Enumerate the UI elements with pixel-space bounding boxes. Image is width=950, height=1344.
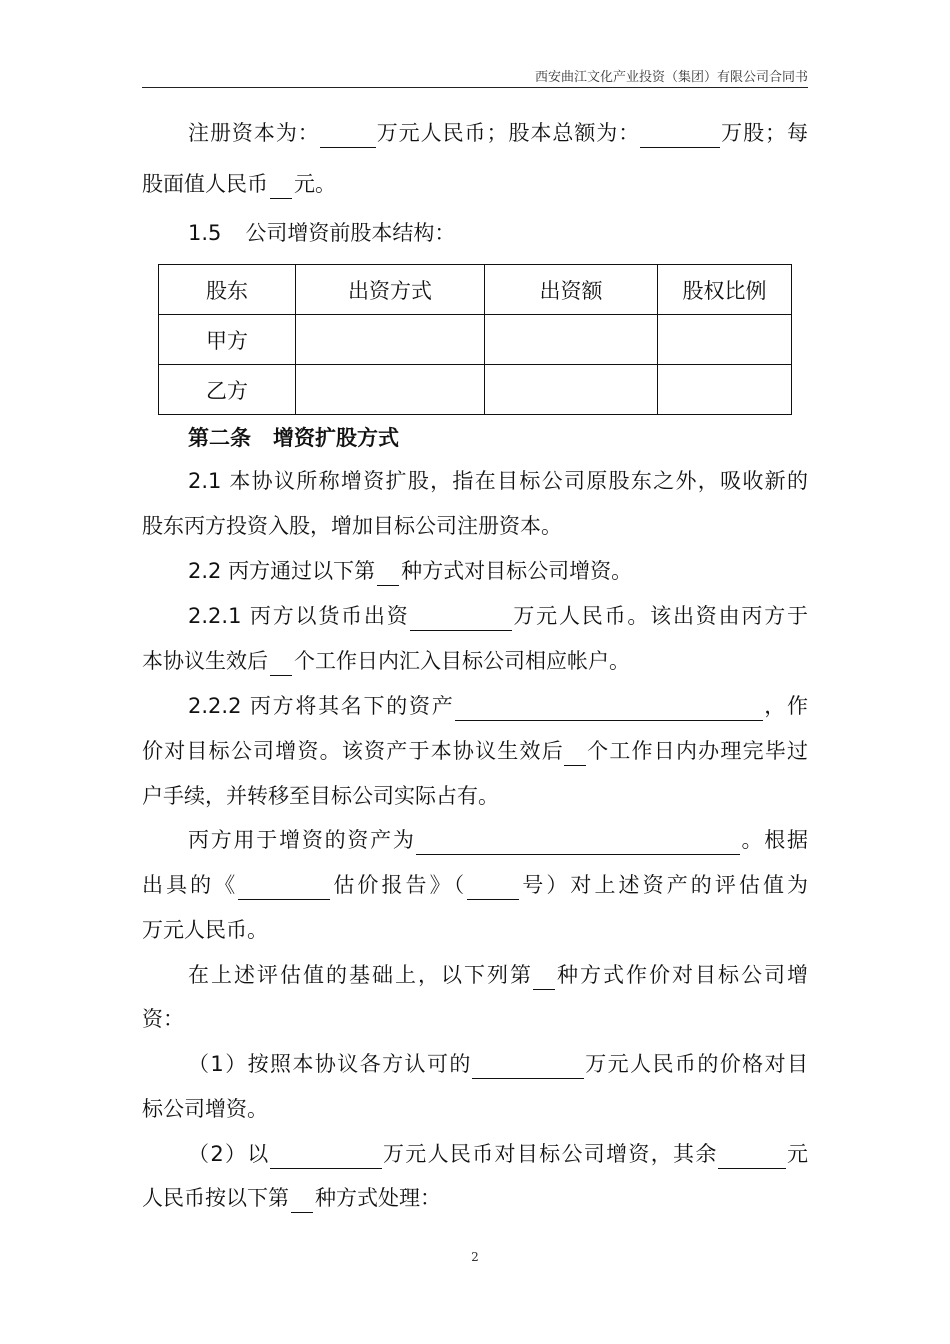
clause-2-2-1-line2 bbox=[142, 646, 808, 676]
header-cell: 出资额 bbox=[485, 265, 658, 315]
clause-2-1-line2: 股东丙方投资入股，增加目标公司注册资本。 bbox=[142, 514, 562, 538]
evaluation-line1 bbox=[142, 960, 808, 990]
evaluation-line2: 资： bbox=[142, 1007, 184, 1031]
section-number: 1.5 bbox=[188, 221, 222, 245]
blank-asset-name bbox=[455, 694, 763, 721]
asset-line3: 万元人民币。 bbox=[142, 918, 268, 942]
table-header-row bbox=[159, 265, 792, 315]
table-cell: 甲方 bbox=[159, 315, 296, 365]
header-cell: 股东 bbox=[159, 265, 296, 315]
blank-appraiser bbox=[238, 873, 330, 900]
table-cell bbox=[658, 315, 792, 365]
option-1-line2: 标公司增资。 bbox=[142, 1097, 268, 1121]
table-cell bbox=[658, 365, 792, 415]
blank-total-shares bbox=[640, 121, 720, 148]
clause-2-2-1-line1 bbox=[142, 601, 808, 631]
table-cell bbox=[296, 365, 485, 415]
text: 种方式作价对目标公司增 bbox=[555, 963, 808, 987]
section-title: 公司增资前股本结构： bbox=[245, 221, 456, 245]
blank-remaining-amount bbox=[718, 1142, 786, 1169]
text: 元 bbox=[785, 1142, 808, 1166]
blank-workdays bbox=[270, 649, 292, 676]
header-cell: 出资方式 bbox=[296, 265, 485, 315]
text: 2.2 丙方通过以下第 bbox=[188, 559, 376, 583]
option-1-line1 bbox=[142, 1049, 808, 1079]
text: ，作 bbox=[762, 694, 809, 718]
section-1-5-heading bbox=[142, 218, 808, 248]
table-cell bbox=[485, 365, 658, 415]
clause-2-2-2-line1 bbox=[142, 691, 808, 721]
clause-2-2-2-line3: 户手续，并转移至目标公司实际占有。 bbox=[142, 784, 499, 808]
article-title: 增资扩股方式 bbox=[273, 426, 399, 450]
text: 本协议生效后 bbox=[142, 649, 268, 673]
table-cell bbox=[485, 315, 658, 365]
table-cell: 乙方 bbox=[159, 365, 296, 415]
text: 股面值人民币 bbox=[142, 172, 268, 196]
blank-method-number bbox=[377, 559, 399, 586]
blank-method-number bbox=[533, 963, 555, 990]
blank-report-number bbox=[467, 873, 519, 900]
text: 个工作日内办理完毕过 bbox=[585, 739, 809, 763]
clause-2-2 bbox=[142, 556, 808, 586]
text: 万元人民币。该出资由丙方于 bbox=[511, 604, 809, 628]
option-2-line1 bbox=[142, 1139, 808, 1169]
clause-2-2-2-line2 bbox=[142, 736, 808, 766]
blank-method-number bbox=[291, 1186, 313, 1213]
blank-par-value bbox=[270, 172, 292, 199]
par-value-line bbox=[142, 169, 808, 199]
blank-asset bbox=[416, 828, 740, 855]
text: 万元人民币；股本总额为： bbox=[375, 121, 641, 145]
share-structure-table bbox=[158, 264, 792, 415]
text: （2）以 bbox=[188, 1142, 270, 1166]
blank-workdays bbox=[564, 739, 586, 766]
text: 种方式对目标公司增资。 bbox=[401, 559, 633, 583]
text: 万元人民币的价格对目 bbox=[583, 1052, 808, 1076]
text: 估价报告》（ bbox=[330, 873, 468, 897]
asset-line1 bbox=[142, 825, 808, 855]
option-2-line2 bbox=[142, 1183, 808, 1213]
text: 号）对上述资产的评估值为 bbox=[519, 873, 809, 897]
text: 万股；每 bbox=[720, 121, 809, 145]
table-row bbox=[159, 315, 792, 365]
text: 出具的《 bbox=[142, 873, 239, 897]
text: （1）按照本协议各方认可的 bbox=[188, 1052, 472, 1076]
text: 2.2.2 丙方将其名下的资产 bbox=[188, 694, 455, 718]
article-number: 第二条 bbox=[188, 426, 251, 450]
table-row bbox=[159, 365, 792, 415]
blank-agreed-price bbox=[472, 1052, 584, 1079]
text: 种方式处理： bbox=[315, 1186, 441, 1210]
header-cell: 股权比例 bbox=[658, 265, 792, 315]
asset-line2 bbox=[142, 870, 808, 900]
text: 丙方用于增资的资产为 bbox=[188, 828, 416, 852]
text: 万元人民币对目标公司增资，其余 bbox=[381, 1142, 718, 1166]
blank-capital-amount bbox=[270, 1142, 382, 1169]
text: 在上述评估值的基础上，以下列第 bbox=[188, 963, 533, 987]
blank-registered-capital bbox=[320, 121, 376, 148]
text: 元。 bbox=[294, 172, 336, 196]
article-2-heading bbox=[142, 423, 808, 453]
text: 个工作日内汇入目标公司相应帐户。 bbox=[294, 649, 630, 673]
capital-line bbox=[142, 118, 808, 148]
blank-cash-amount bbox=[410, 604, 512, 631]
table-cell bbox=[296, 315, 485, 365]
text: 。根据 bbox=[739, 828, 809, 852]
text: 2.2.1 丙方以货币出资 bbox=[188, 604, 410, 628]
page-number: 2 bbox=[471, 1250, 479, 1264]
text: 人民币按以下第 bbox=[142, 1186, 289, 1210]
text: 价对目标公司增资。该资产于本协议生效后 bbox=[142, 739, 564, 763]
text: 注册资本为： bbox=[188, 121, 320, 145]
clause-2-1-line1: 2.1 本协议所称增资扩股，指在目标公司原股东之外，吸收新的 bbox=[188, 469, 808, 493]
page-header: 西安曲江文化产业投资（集团）有限公司合同书 bbox=[142, 66, 808, 88]
